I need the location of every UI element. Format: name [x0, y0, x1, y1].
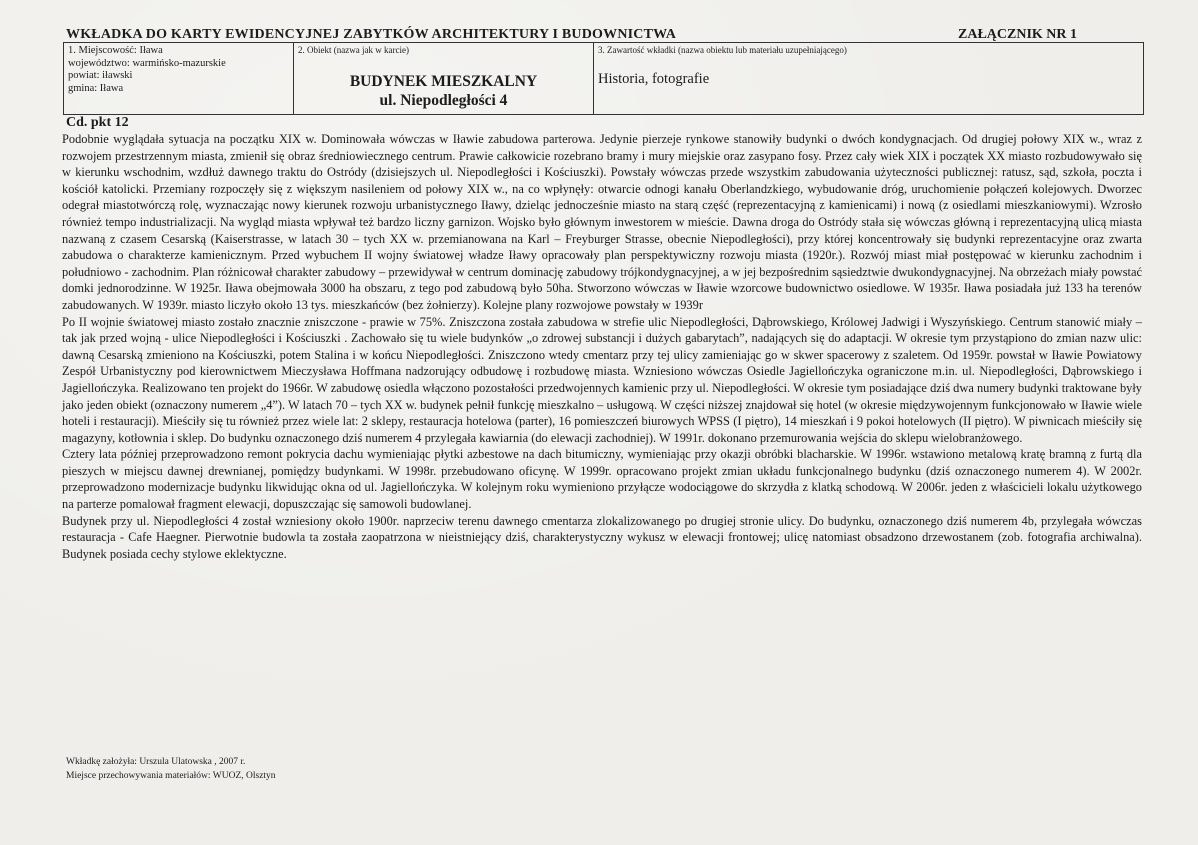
info-table: [63, 42, 1144, 115]
location-county: powiat: iławski: [68, 70, 133, 81]
document-title: WKŁADKA DO KARTY EWIDENCYJNEJ ZABYTKÓW ARCHITEKTURY I BUDOWNICTWA: [66, 27, 677, 42]
annex-number: ZAŁĄCZNIK NR 1: [958, 27, 1078, 42]
body-text: [62, 131, 1142, 562]
object-name: [298, 72, 589, 110]
location-town: 1. Miejscowość: Iława: [68, 45, 163, 56]
object-name-line2: ul. Niepodległości 4: [379, 92, 508, 109]
contents-label: 3. Zawartość wkładki (nazwa obiektu lub materiału uzupełniającego): [598, 45, 847, 55]
paragraph: Budynek przy ul. Niepodległości 4 został wzniesiony około 1900r. naprzeciw terenu dawnego cmentarza zlokalizowanego po drugiej stronie ulicy. Do budynku, oznaczonego dziś numerem 4b, przylegała wówczas restauracja - Cafe Haegner. Pierwotnie budowla ta została zaopatrzona w nieistniejący dziś, charakterystyczny wykusz w elewacji frontowej; ulicę natomiast obsadzono drzewostanem (zob. fotografia archiwalna). Budynek posiada cechy stylowe eklektyczne.: [62, 513, 1142, 561]
paragraph: Po II wojnie światowej miasto zostało znacznie zniszczone - prawie w 75%. Zniszczona została zabudowa w strefie ulic Niepodległości, Dąbrowskiego, Królowej Jadwigi i Wyszyńskiego. Centrum stanowić miały – tak jak przed wojną - ulice Niepodległości i Kościuszki . Zachowało się tu wiele budynków „o zdrowej substancji i dużych gabarytach”, nadających się do adaptacji. W okresie tym przystąpiono do zmian nazw ulic: dawną Cesarską zmieniono na Kościuszki, potem Stalina i w końcu Niepodległości. Zniszczono wtedy cmentarz przy tej ulicy zamieniając go w skwer spacerowy z szaletem. Od 1959r. powstał w Iławie Powiatowy Zespół Urbanistyczny pod kierownictwem Mieczysława Hoffmana nadzorujący odbudowę i rozbudowę miasta. Wzniesiono wówczas Osiedle Jagiellończyka ograniczone m.in. ul. Niepodległości, Dąbrowskiego i Jagiellończyka. Realizowano ten projekt do 1966r. W zabudowę osiedla włączono pozostałości przedwojennych kamienic przy ul. Niepodległości. W okresie tym posiadające dziś dwa numery budynki traktowane były jako jeden obiekt (oznaczony numerem „4”). W latach 70 – tych XX w. budynek pełnił funkcję mieszkalno – usługową. W części niższej znajdował się hotel (w okresie międzywojennym funkcjonowało w Iławie wiele hoteli i restauracji). Mieściły się tu również przez wiele lat: 2 sklepy, restauracja hotelowa (parter), 16 pomieszczeń biurowych WPSS (I piętro), 14 mieszkań i 9 pokoi hotelowych (II piętro). W piwnicach mieściły się magazyny, kotłownia i sklep. Do budynku oznaczonego dziś numerem 4 przylegała kawiarnia (do elewacji zachodniej). W 1991r. dokonano przemurowania wejścia do sklepu wielobranżowego.: [62, 314, 1142, 445]
paragraph: Podobnie wyglądała sytuacja na początku XIX w. Dominowała wówczas w Iławie zabudowa parterowa. Jedynie pierzeje rynkowe stanowiły budynki o dwóch kondygnacjach. Od drugiej połowy XIX w., wraz z rozwojem przestrzennym miasta, zmienił się obraz średniowiecznego centrum. Prawie całkowicie rozebrano bramy i mury miejskie oraz zasypano fosy. Przez cały wiek XIX i początek XX miasto rozbudowywało się w kierunku wschodnim, wzdłuż dawnego traktu do Ostródy (dzisiejszych ul. Niepodległości i Kościuszki). Powstały wówczas przede wszystkim zabudowania użyteczności publicznej: ratusz, sąd, szkoła, poczta i kościół katolicki. Przemiany rozpoczęły się z większym nasileniem od połowy XIX w., na co wpłynęły: otwarcie odnogi kanału Oberlandzkiego, wybudowanie dróg, uruchomienie połączeń kolejowych. Dworzec odegrał miastotwórczą rolę, wyznaczając nowy kierunek rozwoju urbanistycznego Iławy, dzieląc jednocześnie miasto na starą część (reprezentacyjną z kamienicami) i nową (z osiedlami mieszkaniowymi). Wzrosło również tempo industrializacji. Na wygląd miasta wpływał też bardzo liczny garnizon. Wojsko było głównym inwestorem w mieście. Dawna droga do Ostródy stała się wówczas główną i reprezentacyjną ulicą miasta nazwaną z czasem Cesarską (Kaiserstrasse, w latach 30 – tych XX w. przemianowana na Karl – Freyburger Strasse, obecnie Niepodległości), przy której koncentrowały się budynki reprezentacyjne oraz zwarta zabudowa o charakterze kamienicznym. Przed wybuchem II wojny światowej władze Iławy opracowały plan perspektywiczny rozwoju miasta (1920r.). Rozwój miast miał postępować w kierunku zachodnim i południowo - zachodnim. Plan różnicował charakter zabudowy – przewidywał w centrum dominację zabudowy trójkondygnacyjnej, a w jej bezpośrednim sąsiedztwie dwukondygnacyjnej. Na obrzeżach miały powstać domki jednorodzinne. W 1925r. Iława obejmowała 3000 ha obszaru, z tego pod zabudową było 50ha. Stworzono wówczas w Iławie wzorcowe budownictwo osiedlowe. W 1935r. Iława posiadała już 133 ha terenów zabudowanych. W 1939r. miasto liczyło około 13 tys. mieszkańców (bez żołnierzy). Kolejne plany rozwojowe powstały w 1939r: [62, 132, 1142, 312]
paragraph: Cztery lata później przeprowadzono remont pokrycia dachu wymieniając płytki azbestowe na dach bitumiczny, wymieniając przy okazji obróbki blacharskie. W 1996r. wstawiono metalową kratę bramną z furtą dla pieszych w miejscu dawnej drewnianej, pomiędzy budynkami. W 1998r. przebudowano oficynę. W 1999r. opracowano projekt zmian układu funkcjonalnego budynku (dziś oznaczonego numerem 4). W 2002r. przeprowadzono modernizacje budynku likwidując okna od ul. Jagiellończyka. W kolejnym roku wymieniono przyłącze wodociągowe do skrzydła z klatką schodową. W 2006r. jeden z właścicieli lokalu użytkowego na parterze pomalował fragment elewacji, dopuszczając się samowoli budowlanej.: [62, 447, 1142, 512]
location-commune: gmina: Iława: [68, 82, 124, 94]
location-cell: [64, 43, 294, 114]
footer-storage: Miejsce przechowywania materiałów: WUOZ, Olsztyn: [66, 771, 276, 781]
location-voivodeship: województwo: warmińsko-mazurskie: [68, 57, 226, 69]
section-heading: Cd. pkt 12: [66, 115, 129, 130]
object-name-line1: BUDYNEK MIESZKALNY: [349, 73, 538, 90]
object-cell: [294, 43, 594, 114]
contents-cell: [594, 43, 1143, 114]
footer: [66, 755, 276, 783]
object-label: 2. Obiekt (nazwa jak w karcie): [298, 45, 409, 55]
footer-author: Wkładkę założyła: Urszula Ulatowska , 2007 r.: [66, 757, 246, 767]
contents-value: Historia, fotografie: [598, 71, 710, 87]
